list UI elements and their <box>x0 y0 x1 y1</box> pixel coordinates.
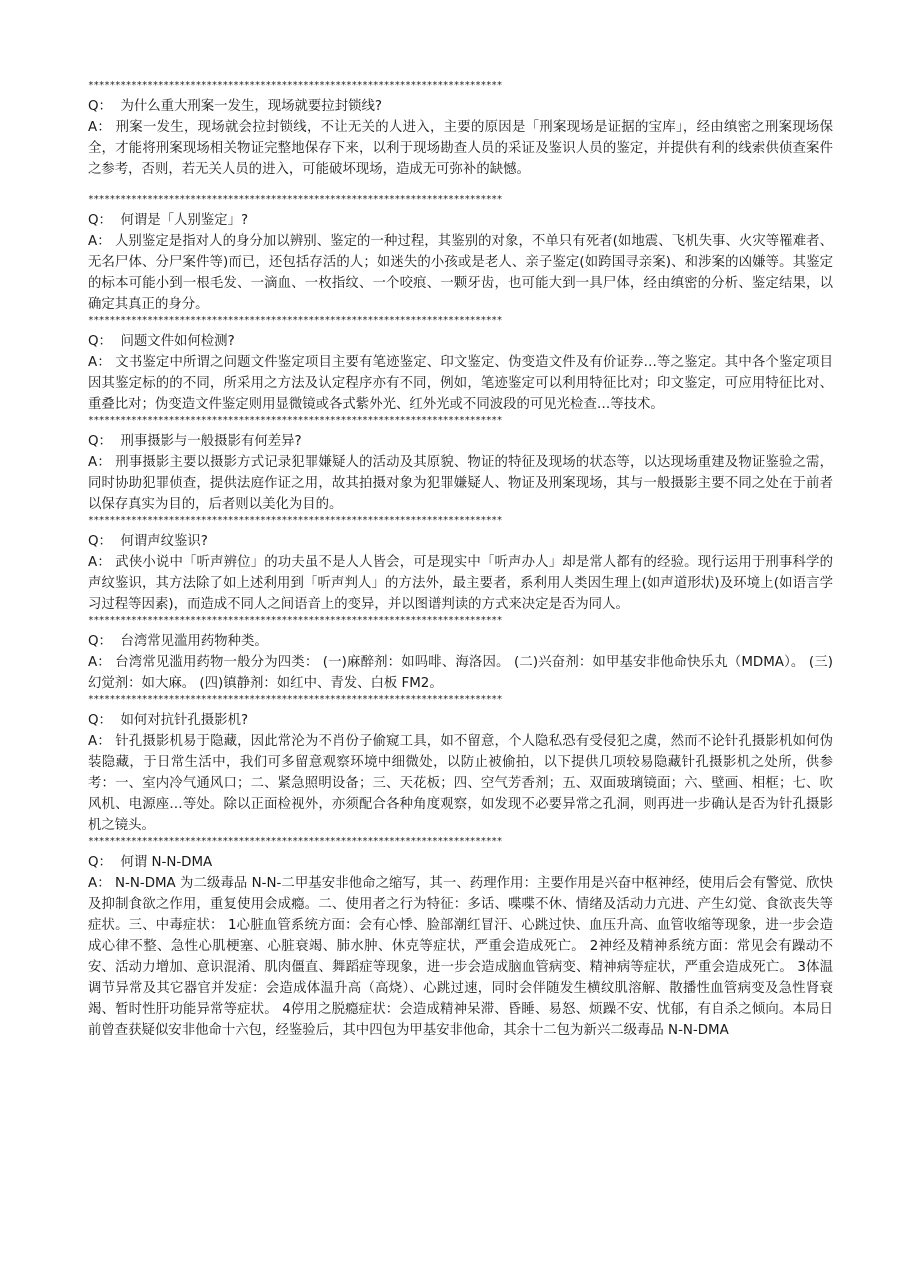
qa-block-3 <box>88 315 833 415</box>
qa-block-6 <box>88 615 833 694</box>
qa-block-7 <box>88 694 833 836</box>
question: Q： 刑事摄影与一般摄影有何差异? <box>88 434 302 449</box>
separator-line: ***************************************************************************** <box>88 515 502 526</box>
question: Q： 何谓 N-N-DMA <box>88 855 213 870</box>
answer: A： N-N-DMA 为二级毒品 N-N-二甲基安非他命之缩写，其一、药理作用：主要作用是兴奋中枢神经，使用后会有警觉、欣快及抑制食欲之作用，重复使用会成瘾。二、使用者之行为特征：多话、喋喋不休、情绪及活动力亢进、产生幻觉、食欲丧失等症状。三、中毒症状： 1心脏血管系统方面：会有心悸、脸部潮红冒汗、心跳过快、血压升高、血管收缩等现象，进一步会造成心律不整、急性心肌梗塞、心脏衰竭、肺水肿、休克等症状，严重会造成死亡。 2神经及精神系统方面：常见会有躁动不安、活动力增加、意识混淆、肌肉僵直、舞蹈症等现象，进一步会造成脑血管病变、精神病等症状，严重会造成死亡。 3体温调节异常及其它器官并发症：会造成体温升高（高烧）、心跳过速，同时会伴随发生横纹肌溶解、散播性血管病变及急性肾衰竭、暂时性肝功能异常等症状。 4停用之脱瘾症状：会造成精神呆滞、昏睡、易怒、烦躁不安、忧郁，有自杀之倾向。本局日前曾查获疑似安非他命十六包，经鉴验后，其中四包为甲基安非他命，其余十二包为新兴二级毒品 N-N-DMA <box>88 876 833 1038</box>
question: Q： 为什么重大刑案一发生，现场就要拉封锁线? <box>88 99 382 114</box>
qa-block-8 <box>88 836 833 1041</box>
question: Q： 如何对抗针孔摄影机? <box>88 713 249 728</box>
separator-line: ***************************************************************************** <box>88 694 502 705</box>
separator-line: ***************************************************************************** <box>88 194 502 205</box>
qa-block-4 <box>88 415 833 515</box>
answer: A： 针孔摄影机易于隐藏，因此常沦为不肖份子偷窥工具，如不留意，个人隐私恐有受侵犯之虞，然而不论针孔摄影机如何伪装隐藏，于日常生活中，我们可多留意观察环境中细微处，以防止被偷拍，以下提供几项较易隐藏针孔摄影机之处所，供参考：一、室内冷气通风口；二、紧急照明设备；三、天花板；四、空气芳香剂；五、双面玻璃镜面；六、壁画、相框；七、吹风机、电源座…等处。除以正面检视外，亦须配合各种角度观察，如发现不必要异常之孔洞，则再进一步确认是否为针孔摄影机之镜头。 <box>88 734 833 833</box>
separator-line: ***************************************************************************** <box>88 615 502 626</box>
qa-block-1 <box>88 80 833 180</box>
question: Q： 何谓是「人别鉴定」? <box>88 213 249 228</box>
document-page <box>88 80 833 1041</box>
separator-line: ***************************************************************************** <box>88 415 502 426</box>
answer: A： 刑事摄影主要以摄影方式记录犯罪嫌疑人的活动及其原貌、物证的特征及现场的状态等，以达现场重建及物证鉴验之需，同时协助犯罪侦查，提供法庭作证之用，故其拍摄对象为犯罪嫌疑人、物证及刑案现场，其与一般摄影主要不同之处在于前者以保存真实为目的，后者则以美化为目的。 <box>88 455 833 512</box>
answer: A： 武侠小说中「听声辨位」的功夫虽不是人人皆会，可是现实中「听声办人」却是常人都有的经验。现行运用于刑事科学的声纹鉴识，其方法除了如上述利用到「听声判人」的方法外，最主要者，系利用人类因生理上(如声道形状)及环境上(如语言学习过程等因素)，而造成不同人之间语音上的变异，并以图谱判读的方式来决定是否为同人。 <box>88 555 833 612</box>
answer: A： 刑案一发生，现场就会拉封锁线，不让无关的人进入，主要的原因是「刑案现场是证据的宝库」，经由缜密之刑案现场保全，才能将刑案现场相关物证完整地保存下来，以利于现场勘查人员的采证及鉴识人员的鉴定，并提供有利的线索供侦查案件之参考，否则，若无关人员的进入，可能破坏现场，造成无可弥补的缺憾。 <box>88 120 833 177</box>
question: Q： 台湾常见滥用药物种类。 <box>88 634 268 649</box>
separator-line: ***************************************************************************** <box>88 836 502 847</box>
question: Q： 何谓声纹鉴识? <box>88 534 208 549</box>
qa-block-2 <box>88 194 833 315</box>
answer: A： 人别鉴定是指对人的身分加以辨别、鉴定的一种过程，其鉴别的对象，不单只有死者(如地震、飞机失事、火灾等罹难者、无名尸体、分尸案件等)而已，还包括存活的人；如迷失的小孩或是老人、亲子鉴定(如跨国寻亲案)、和涉案的凶嫌等。其鉴定的标本可能小到一根毛发、一滴血、一枚指纹、一个咬痕、一颗牙齿，也可能大到一具尸体，经由缜密的分析、鉴定结果，以确定其真正的身分。 <box>88 234 833 312</box>
separator-line: ***************************************************************************** <box>88 315 502 326</box>
separator-line: ***************************************************************************** <box>88 80 502 91</box>
answer: A： 台湾常见滥用药物一般分为四类： (一)麻醉剂：如吗啡、海洛因。 (二)兴奋剂：如甲基安非他命快乐丸（MDMA）。 (三)幻觉剂：如大麻。 (四)镇静剂：如红中、青发、白板 FM2。 <box>88 655 833 691</box>
answer: A： 文书鉴定中所谓之问题文件鉴定项目主要有笔迹鉴定、印文鉴定、伪变造文件及有价证券…等之鉴定。其中各个鉴定项目因其鉴定标的的不同，所采用之方法及认定程序亦有不同，例如，笔迹鉴定可以利用特征比对；印文鉴定，可应用特征比对、重叠比对；伪变造文件鉴定则用显微镜或各式紫外光、红外光或不同波段的可见光检查…等技术。 <box>88 355 833 412</box>
qa-block-5 <box>88 515 833 615</box>
question: Q： 问题文件如何检测? <box>88 334 235 349</box>
